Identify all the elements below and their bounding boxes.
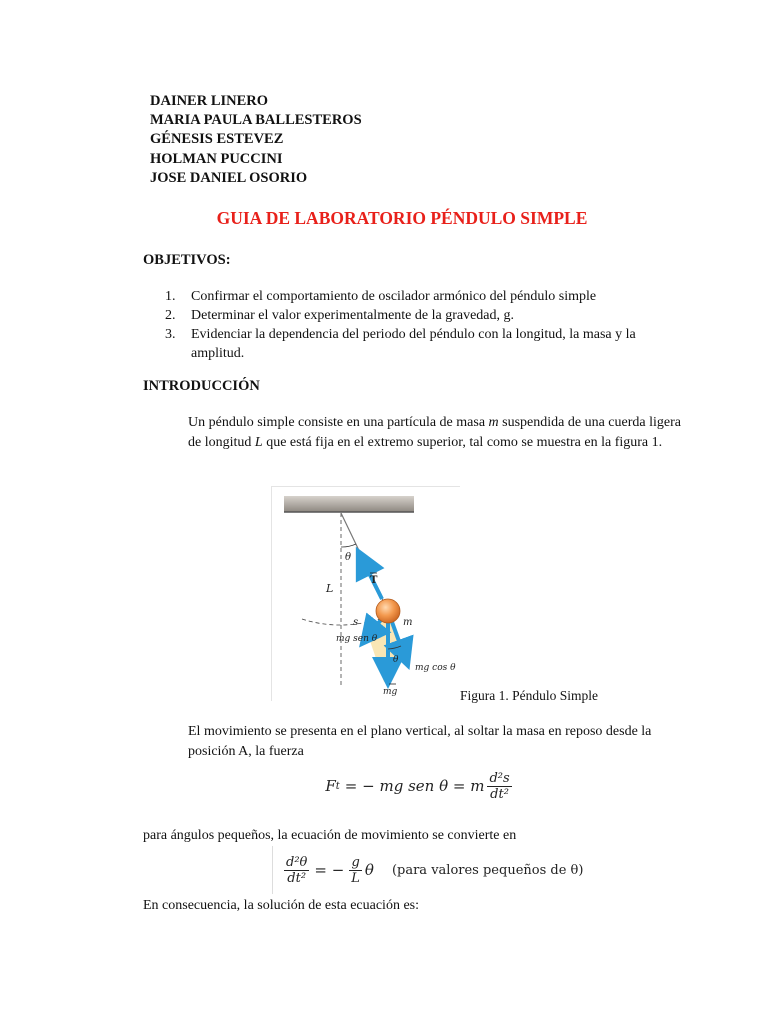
- objectives-heading: OBJETIVOS:: [143, 252, 231, 268]
- author-name: JOSE DANIEL OSORIO: [150, 169, 308, 186]
- eq-fraction-num: d²s: [489, 770, 510, 786]
- label-mg: mg: [383, 687, 398, 697]
- eq2-fraction-num: d²θ: [286, 854, 308, 870]
- label-mg-sen: mg sen θ: [336, 634, 378, 644]
- intro-text: que está fija en el extremo superior, tal como se muestra en la figura 1.: [262, 435, 663, 450]
- intro-text: Un péndulo simple consiste en una partícula de masa: [188, 415, 489, 430]
- mass-symbol: m: [488, 415, 499, 430]
- eq2-fraction-2: [349, 855, 362, 886]
- list-number: 3.: [165, 327, 176, 342]
- small-angle-paragraph: para ángulos pequeños, la ecuación de movimiento se convierte en: [143, 828, 517, 843]
- label-length: L: [326, 582, 334, 595]
- movement-paragraph: El movimiento se presenta en el plano vertical, al soltar la masa en reposo desde la posición A, la fuerza: [188, 724, 652, 759]
- author-list: [150, 92, 362, 188]
- label-theta-bottom: θ: [393, 655, 399, 665]
- swing-arc: [302, 617, 386, 625]
- solution-paragraph: En consecuencia, la solución de esta ecuación es:: [143, 898, 419, 913]
- eq2-fraction-1: [284, 855, 309, 886]
- author-name: DAINER LINERO: [150, 93, 269, 109]
- list-number: 1.: [165, 289, 176, 304]
- label-arc-s: s: [353, 617, 359, 628]
- motion-equation: [272, 846, 584, 894]
- list-text: Evidenciar la dependencia del periodo del péndulo con la longitud, la masa y la amplitud.: [191, 327, 636, 361]
- intro-text: suspendida de una cuerda ligera de longitud: [188, 415, 681, 450]
- list-item: [165, 306, 705, 325]
- intro-paragraph: [188, 413, 688, 453]
- eq-fraction-den: dt²: [490, 786, 509, 802]
- force-equation: [322, 762, 518, 810]
- eq-middle: = − mg sen θ = m: [344, 777, 485, 795]
- eq-lhs: F: [325, 777, 336, 795]
- eq2-middle: = −: [314, 861, 345, 879]
- objectives-list: [165, 287, 705, 363]
- author-name: HOLMAN PUCCINI: [150, 150, 283, 167]
- eq2-fraction-den: dt²: [287, 870, 307, 886]
- label-theta-top: θ: [345, 552, 352, 563]
- figure-caption: Figura 1. Péndulo Simple: [460, 688, 598, 703]
- list-item: [165, 325, 705, 363]
- eq2-note: (para valores pequeños de θ): [391, 862, 584, 878]
- author-name: GÉNESIS ESTEVEZ: [150, 131, 284, 148]
- eq2-fraction-den: L: [351, 870, 360, 886]
- pendulum-bob: [376, 599, 400, 623]
- pendulum-diagram: [272, 487, 460, 701]
- list-item: [165, 287, 705, 306]
- label-mg-cos: mg cos θ: [415, 663, 456, 673]
- eq2-theta: θ: [364, 861, 374, 879]
- ceiling-support: [284, 496, 414, 512]
- author-name: MARIA PAULA BALLESTEROS: [150, 112, 362, 129]
- introduction-heading: INTRODUCCIÓN: [143, 378, 260, 394]
- label-tension: T: [370, 575, 378, 586]
- document-title: GUIA DE LABORATORIO PÉNDULO SIMPLE: [216, 208, 588, 228]
- label-mass: m: [403, 617, 413, 628]
- eq2-fraction-num: g: [351, 854, 360, 870]
- length-symbol: L: [254, 435, 263, 450]
- eq-fraction: [487, 771, 511, 802]
- list-text: Determinar el valor experimentalmente de la gravedad, g.: [191, 308, 515, 323]
- pendulum-figure: [271, 486, 460, 701]
- eq-lhs-sub: t: [335, 780, 340, 792]
- list-number: 2.: [165, 308, 176, 323]
- list-text: Confirmar el comportamiento de oscilador armónico del péndulo simple: [191, 289, 597, 304]
